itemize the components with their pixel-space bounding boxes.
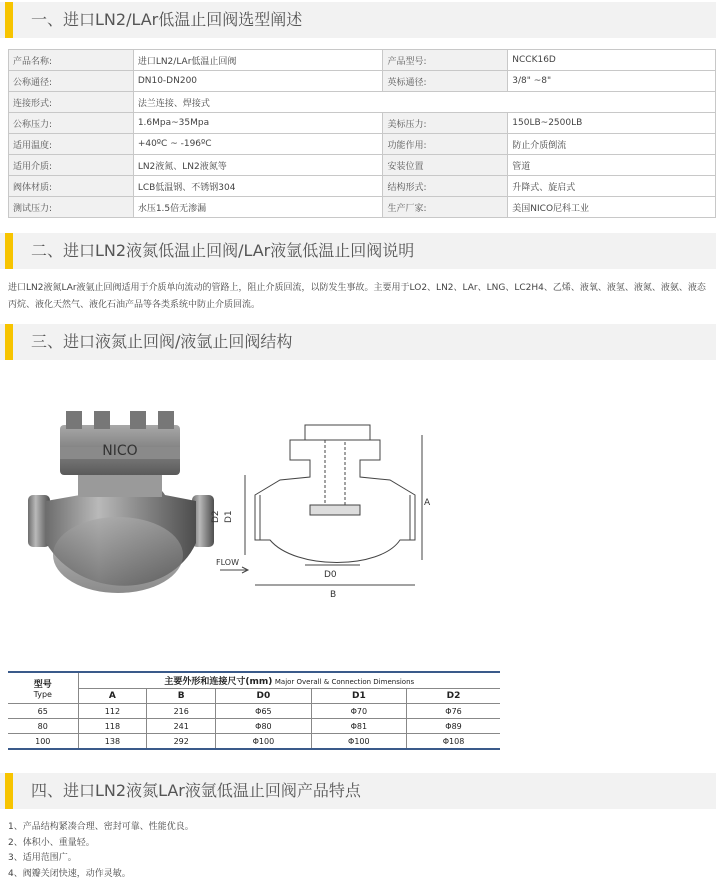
spec-value: 3/8" ~8" (508, 71, 716, 92)
dim-column-header: D1 (311, 688, 406, 704)
spec-value: 管道 (508, 155, 716, 176)
dim-type-cell: 80 (8, 719, 78, 734)
accent-bar (5, 2, 13, 38)
spec-value: LCB低温钢、不锈钢304 (133, 176, 383, 197)
valve-photo (28, 411, 214, 593)
flow-label: FLOW (216, 558, 239, 567)
dim-column-header: A (78, 688, 147, 704)
spec-key: 英标通径: (383, 71, 508, 92)
spec-key: 适用介质: (9, 155, 134, 176)
dim-row (8, 719, 500, 734)
dim-value-cell: Φ80 (216, 719, 311, 734)
section-title: 三、进口液氮止回阀/液氩止回阀结构 (31, 324, 292, 360)
spec-value: DN10-DN200 (133, 71, 383, 92)
spec-key: 功能作用: (383, 134, 508, 155)
model-header: 型号 (8, 677, 78, 690)
dim-value-cell: Φ100 (311, 734, 406, 750)
dim-column-header: D0 (216, 688, 311, 704)
spec-value: NCCK16D (508, 50, 716, 71)
dim-value-cell: 292 (147, 734, 216, 750)
spec-row (9, 197, 716, 218)
model-header-en: Type (8, 690, 78, 699)
dim-type-cell: 65 (8, 704, 78, 719)
dim-value-cell: Φ100 (216, 734, 311, 750)
spec-key: 适用温度: (9, 134, 134, 155)
spec-value: 防止介质倒流 (508, 134, 716, 155)
feature-item: 1、产品结构紧凑合理、密封可靠、性能优良。 (8, 820, 194, 836)
spec-key: 结构形式: (383, 176, 508, 197)
spec-value: 美国NICO尼科工业 (508, 197, 716, 218)
dim-label-a: A (424, 498, 431, 508)
dim-row (8, 704, 500, 719)
spec-value: 法兰连接、焊接式 (133, 92, 715, 113)
spec-value: 1.6Mpa~35Mpa (133, 113, 383, 134)
dim-column-header: D2 (407, 688, 500, 704)
section-title: 一、进口LN2/LAr低温止回阀选型阐述 (31, 2, 302, 38)
dim-value-cell: 138 (78, 734, 147, 750)
spec-row (9, 92, 716, 113)
spec-value: 进口LN2/LAr低温止回阀 (133, 50, 383, 71)
spec-value: +40ºC ~ -196ºC (133, 134, 383, 155)
dim-value-cell: Φ108 (407, 734, 500, 750)
dim-value-cell: 118 (78, 719, 147, 734)
features-list (8, 820, 194, 882)
spec-key: 生产厂家: (383, 197, 508, 218)
dim-value-cell: Φ89 (407, 719, 500, 734)
spec-key: 阀体材质: (9, 176, 134, 197)
spec-value: LN2液氮、LN2液氮等 (133, 155, 383, 176)
spec-key: 美标压力: (383, 113, 508, 134)
dim-column-header: B (147, 688, 216, 704)
spec-key: 安装位置 (383, 155, 508, 176)
description-text: 进口LN2液氮LAr液氩止回阀适用于介质单向流动的管路上，阻止介质回流，以防发生事故。主要用于LO2、LN2、LAr、LNG、LC2H4、乙烯、液氧、液氢、液氮、液氨、液态丙烷、液化天然气、液化石油产品等各类系统中防止介质回流。 (8, 280, 714, 314)
valve-drawing (220, 425, 422, 585)
dim-label-d2: D2 (211, 510, 221, 523)
dim-label-d1: D1 (224, 510, 234, 523)
spec-row (9, 71, 716, 92)
section-title: 四、进口LN2液氮LAr液氩低温止回阀产品特点 (31, 773, 361, 809)
dim-label-b: B (330, 590, 336, 600)
spec-key: 产品型号: (383, 50, 508, 71)
group-header: 主要外形和连接尺寸(mm) (164, 677, 272, 687)
spec-row (9, 176, 716, 197)
group-header-en: Major Overall & Connection Dimensions (275, 678, 414, 686)
feature-item: 4、阀瓣关闭快速，动作灵敏。 (8, 867, 194, 882)
spec-key: 产品名称: (9, 50, 134, 71)
dim-value-cell: 216 (147, 704, 216, 719)
dim-value-cell: 112 (78, 704, 147, 719)
spec-row (9, 113, 716, 134)
spec-key: 连接形式: (9, 92, 134, 113)
dim-value-cell: Φ81 (311, 719, 406, 734)
spec-row (9, 50, 716, 71)
spec-value: 升降式、旋启式 (508, 176, 716, 197)
dim-value-cell: 241 (147, 719, 216, 734)
spec-table (8, 49, 716, 218)
dim-label-d0: D0 (324, 570, 337, 580)
dimension-table (8, 671, 500, 750)
dim-type-cell: 100 (8, 734, 78, 750)
dim-value-cell: Φ65 (216, 704, 311, 719)
section-header-2 (0, 233, 716, 269)
spec-value: 水压1.5倍无渗漏 (133, 197, 383, 218)
accent-bar (5, 324, 13, 360)
spec-value: 150LB~2500LB (508, 113, 716, 134)
spec-row (9, 134, 716, 155)
brand-label: NICO (102, 443, 137, 459)
feature-item: 2、体积小、重量轻。 (8, 836, 194, 852)
feature-item: 3、适用范围广。 (8, 851, 194, 867)
accent-bar (5, 773, 13, 809)
dim-row (8, 734, 500, 750)
section-header-3 (0, 324, 716, 360)
dim-value-cell: Φ76 (407, 704, 500, 719)
section-header-4 (0, 773, 716, 809)
spec-key: 测试压力: (9, 197, 134, 218)
section-title: 二、进口LN2液氮低温止回阀/LAr液氩低温止回阀说明 (31, 233, 414, 269)
dim-value-cell: Φ70 (311, 704, 406, 719)
valve-structure-figure (20, 405, 440, 605)
spec-key: 公称通径: (9, 71, 134, 92)
spec-key: 公称压力: (9, 113, 134, 134)
spec-row (9, 155, 716, 176)
section-header-1 (0, 2, 716, 38)
accent-bar (5, 233, 13, 269)
